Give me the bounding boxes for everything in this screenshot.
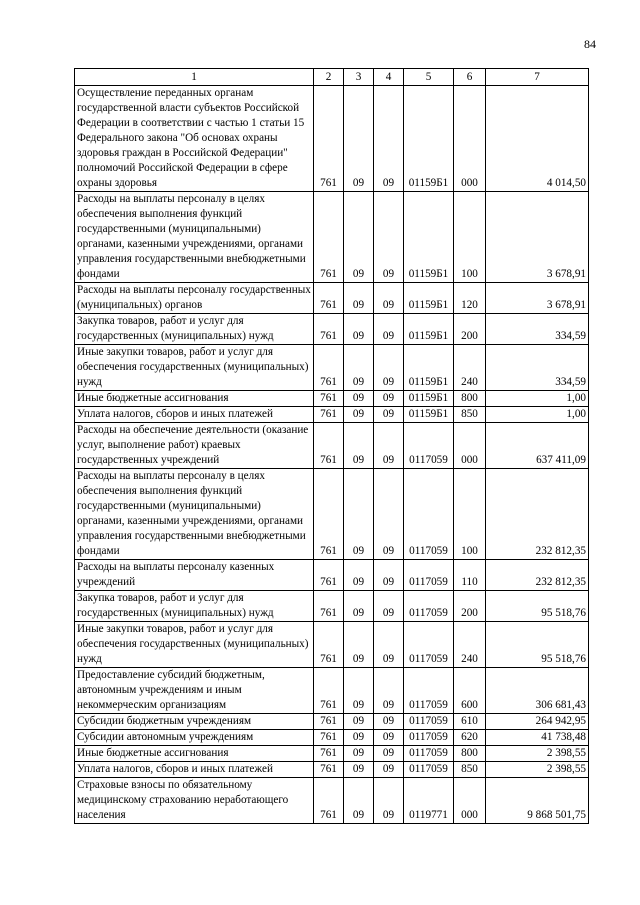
column-header: 1 xyxy=(75,69,314,86)
section-code-cell: 09 xyxy=(344,86,374,192)
budget-table xyxy=(74,68,589,824)
expense-type-code-cell: 000 xyxy=(454,778,486,824)
ministry-code-cell: 761 xyxy=(314,407,344,423)
amount-cell: 1,00 xyxy=(486,391,589,407)
expense-type-code-cell: 620 xyxy=(454,730,486,746)
section-code-cell: 09 xyxy=(344,407,374,423)
ministry-code-cell: 761 xyxy=(314,192,344,283)
ministry-code-cell: 761 xyxy=(314,314,344,345)
amount-cell: 1,00 xyxy=(486,407,589,423)
expense-type-code-cell: 240 xyxy=(454,622,486,668)
section-code-cell: 09 xyxy=(344,283,374,314)
section-code-cell: 09 xyxy=(344,560,374,591)
target-code-cell: 0117059 xyxy=(404,423,454,469)
amount-cell: 95 518,76 xyxy=(486,591,589,622)
subsection-code-cell: 09 xyxy=(374,591,404,622)
table-row xyxy=(75,746,589,762)
ministry-code-cell: 761 xyxy=(314,778,344,824)
ministry-code-cell: 761 xyxy=(314,730,344,746)
table-row xyxy=(75,469,589,560)
ministry-code-cell: 761 xyxy=(314,622,344,668)
expense-type-code-cell: 600 xyxy=(454,668,486,714)
expense-type-code-cell: 110 xyxy=(454,560,486,591)
ministry-code-cell: 761 xyxy=(314,283,344,314)
column-header: 3 xyxy=(344,69,374,86)
amount-cell: 2 398,55 xyxy=(486,746,589,762)
expense-name-cell: Закупка товаров, работ и услуг для государственных (муниципальных) нужд xyxy=(75,591,314,622)
expense-type-code-cell: 800 xyxy=(454,391,486,407)
expense-type-code-cell: 100 xyxy=(454,192,486,283)
target-code-cell: 01159Б1 xyxy=(404,283,454,314)
subsection-code-cell: 09 xyxy=(374,391,404,407)
ministry-code-cell: 761 xyxy=(314,591,344,622)
section-code-cell: 09 xyxy=(344,730,374,746)
column-header: 4 xyxy=(374,69,404,86)
amount-cell: 306 681,43 xyxy=(486,668,589,714)
expense-type-code-cell: 800 xyxy=(454,746,486,762)
expense-name-cell: Субсидии бюджетным учреждениям xyxy=(75,714,314,730)
target-code-cell: 0117059 xyxy=(404,714,454,730)
section-code-cell: 09 xyxy=(344,314,374,345)
column-header: 7 xyxy=(486,69,589,86)
expense-type-code-cell: 200 xyxy=(454,314,486,345)
expense-type-code-cell: 000 xyxy=(454,86,486,192)
subsection-code-cell: 09 xyxy=(374,423,404,469)
amount-cell: 334,59 xyxy=(486,345,589,391)
target-code-cell: 0117059 xyxy=(404,762,454,778)
ministry-code-cell: 761 xyxy=(314,560,344,591)
ministry-code-cell: 761 xyxy=(314,86,344,192)
section-code-cell: 09 xyxy=(344,778,374,824)
ministry-code-cell: 761 xyxy=(314,762,344,778)
amount-cell: 41 738,48 xyxy=(486,730,589,746)
table-row xyxy=(75,407,589,423)
expense-name-cell: Расходы на выплаты персоналу в целях обеспечения выполнения функций государственными (муниципальными) органами, казенными учреждениями, органами управления государственными внебюджетными фондами xyxy=(75,192,314,283)
target-code-cell: 0119771 xyxy=(404,778,454,824)
subsection-code-cell: 09 xyxy=(374,714,404,730)
subsection-code-cell: 09 xyxy=(374,668,404,714)
target-code-cell: 01159Б1 xyxy=(404,407,454,423)
expense-type-code-cell: 850 xyxy=(454,762,486,778)
target-code-cell: 01159Б1 xyxy=(404,345,454,391)
ministry-code-cell: 761 xyxy=(314,714,344,730)
section-code-cell: 09 xyxy=(344,469,374,560)
section-code-cell: 09 xyxy=(344,714,374,730)
amount-cell: 3 678,91 xyxy=(486,283,589,314)
expense-type-code-cell: 120 xyxy=(454,283,486,314)
table-row xyxy=(75,86,589,192)
target-code-cell: 01159Б1 xyxy=(404,192,454,283)
subsection-code-cell: 09 xyxy=(374,469,404,560)
expense-name-cell: Расходы на выплаты персоналу казенных учреждений xyxy=(75,560,314,591)
target-code-cell: 0117059 xyxy=(404,560,454,591)
amount-cell: 95 518,76 xyxy=(486,622,589,668)
expense-name-cell: Субсидии автономным учреждениям xyxy=(75,730,314,746)
table-row xyxy=(75,192,589,283)
section-code-cell: 09 xyxy=(344,591,374,622)
table-row xyxy=(75,391,589,407)
section-code-cell: 09 xyxy=(344,345,374,391)
table-row xyxy=(75,730,589,746)
target-code-cell: 0117059 xyxy=(404,622,454,668)
table-row xyxy=(75,423,589,469)
target-code-cell: 0117059 xyxy=(404,730,454,746)
table-row xyxy=(75,668,589,714)
amount-cell: 334,59 xyxy=(486,314,589,345)
ministry-code-cell: 761 xyxy=(314,746,344,762)
table-row xyxy=(75,778,589,824)
table-row xyxy=(75,714,589,730)
table-row xyxy=(75,591,589,622)
target-code-cell: 0117059 xyxy=(404,746,454,762)
expense-type-code-cell: 240 xyxy=(454,345,486,391)
column-header: 5 xyxy=(404,69,454,86)
expense-name-cell: Иные закупки товаров, работ и услуг для обеспечения государственных (муниципальных) нужд xyxy=(75,622,314,668)
expense-name-cell: Осуществление переданных органам государственной власти субъектов Российской Федерации в соответствии с частью 1 статьи 15 Федерального закона "Об основах охраны здоровья граждан в Российской Федерации" полномочий Российской Федерации в сфере охраны здоровья xyxy=(75,86,314,192)
table-row xyxy=(75,345,589,391)
table-row xyxy=(75,762,589,778)
subsection-code-cell: 09 xyxy=(374,762,404,778)
subsection-code-cell: 09 xyxy=(374,192,404,283)
column-header: 2 xyxy=(314,69,344,86)
column-header: 6 xyxy=(454,69,486,86)
expense-name-cell: Иные бюджетные ассигнования xyxy=(75,391,314,407)
subsection-code-cell: 09 xyxy=(374,283,404,314)
subsection-code-cell: 09 xyxy=(374,746,404,762)
expense-name-cell: Иные бюджетные ассигнования xyxy=(75,746,314,762)
expense-type-code-cell: 850 xyxy=(454,407,486,423)
amount-cell: 637 411,09 xyxy=(486,423,589,469)
table-body xyxy=(75,86,589,824)
table-row xyxy=(75,622,589,668)
section-code-cell: 09 xyxy=(344,391,374,407)
subsection-code-cell: 09 xyxy=(374,778,404,824)
expense-name-cell: Расходы на выплаты персоналу государственных (муниципальных) органов xyxy=(75,283,314,314)
expense-name-cell: Расходы на обеспечение деятельности (оказание услуг, выполнение работ) краевых государственных учреждений xyxy=(75,423,314,469)
amount-cell: 9 868 501,75 xyxy=(486,778,589,824)
section-code-cell: 09 xyxy=(344,192,374,283)
amount-cell: 232 812,35 xyxy=(486,469,589,560)
table-row xyxy=(75,283,589,314)
expense-type-code-cell: 610 xyxy=(454,714,486,730)
expense-type-code-cell: 000 xyxy=(454,423,486,469)
expense-name-cell: Страховые взносы по обязательному медицинскому страхованию неработающего населения xyxy=(75,778,314,824)
subsection-code-cell: 09 xyxy=(374,86,404,192)
ministry-code-cell: 761 xyxy=(314,345,344,391)
amount-cell: 264 942,95 xyxy=(486,714,589,730)
section-code-cell: 09 xyxy=(344,668,374,714)
target-code-cell: 01159Б1 xyxy=(404,391,454,407)
amount-cell: 4 014,50 xyxy=(486,86,589,192)
section-code-cell: 09 xyxy=(344,762,374,778)
target-code-cell: 01159Б1 xyxy=(404,314,454,345)
expense-type-code-cell: 100 xyxy=(454,469,486,560)
subsection-code-cell: 09 xyxy=(374,345,404,391)
subsection-code-cell: 09 xyxy=(374,730,404,746)
target-code-cell: 0117059 xyxy=(404,591,454,622)
target-code-cell: 0117059 xyxy=(404,668,454,714)
expense-type-code-cell: 200 xyxy=(454,591,486,622)
expense-name-cell: Уплата налогов, сборов и иных платежей xyxy=(75,407,314,423)
expense-name-cell: Закупка товаров, работ и услуг для государственных (муниципальных) нужд xyxy=(75,314,314,345)
expense-name-cell: Иные закупки товаров, работ и услуг для обеспечения государственных (муниципальных) нужд xyxy=(75,345,314,391)
section-code-cell: 09 xyxy=(344,622,374,668)
ministry-code-cell: 761 xyxy=(314,391,344,407)
amount-cell: 232 812,35 xyxy=(486,560,589,591)
page-number: 84 xyxy=(584,37,596,51)
table-row xyxy=(75,314,589,345)
expense-name-cell: Расходы на выплаты персоналу в целях обеспечения выполнения функций государственными (муниципальными) органами, казенными учреждениями, органами управления государственными внебюджетными фондами xyxy=(75,469,314,560)
expense-name-cell: Предоставление субсидий бюджетным, автономным учреждениям и иным некоммерческим организациям xyxy=(75,668,314,714)
subsection-code-cell: 09 xyxy=(374,314,404,345)
section-code-cell: 09 xyxy=(344,746,374,762)
target-code-cell: 01159Б1 xyxy=(404,86,454,192)
header-row xyxy=(75,69,589,86)
amount-cell: 2 398,55 xyxy=(486,762,589,778)
subsection-code-cell: 09 xyxy=(374,560,404,591)
target-code-cell: 0117059 xyxy=(404,469,454,560)
subsection-code-cell: 09 xyxy=(374,407,404,423)
ministry-code-cell: 761 xyxy=(314,668,344,714)
section-code-cell: 09 xyxy=(344,423,374,469)
expense-name-cell: Уплата налогов, сборов и иных платежей xyxy=(75,762,314,778)
subsection-code-cell: 09 xyxy=(374,622,404,668)
table-row xyxy=(75,560,589,591)
ministry-code-cell: 761 xyxy=(314,423,344,469)
ministry-code-cell: 761 xyxy=(314,469,344,560)
amount-cell: 3 678,91 xyxy=(486,192,589,283)
